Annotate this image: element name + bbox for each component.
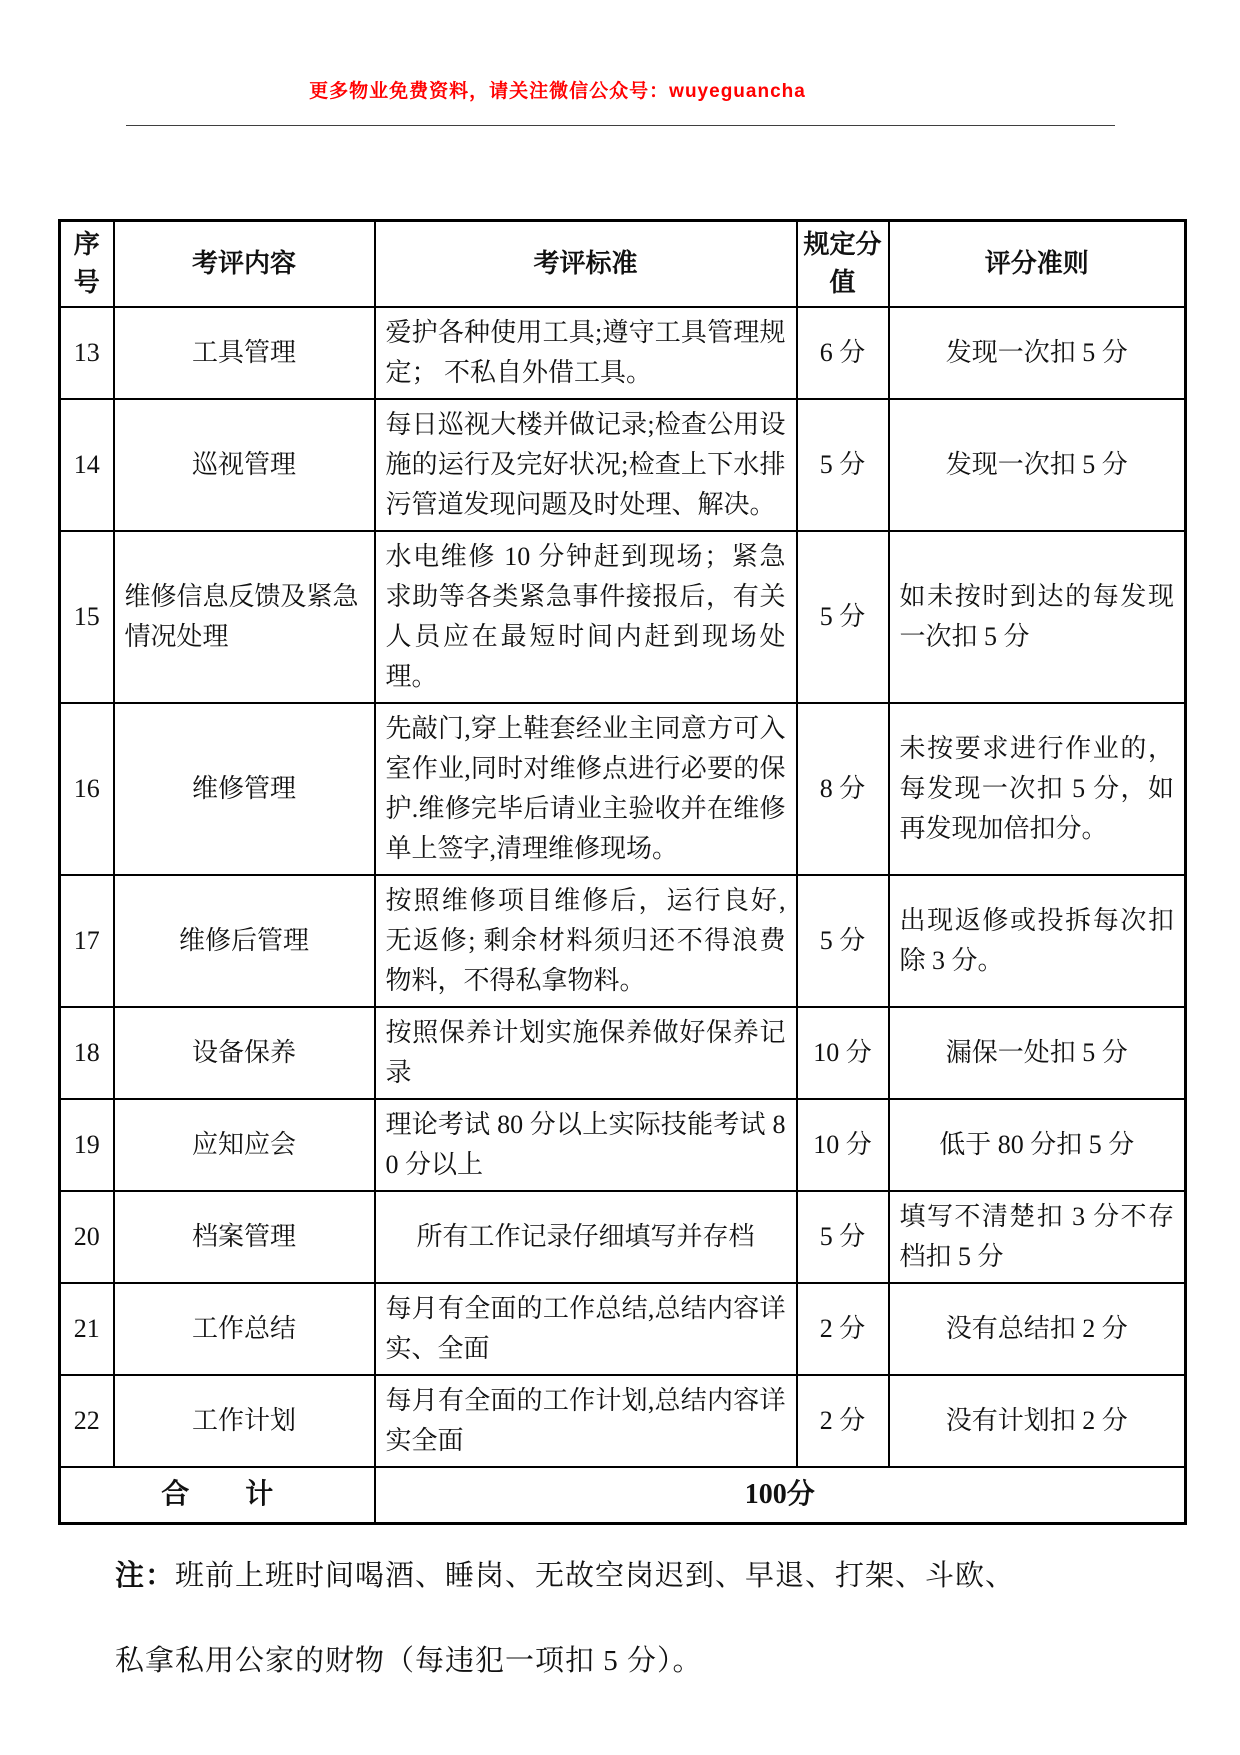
content-cell: 工作计划 [114,1375,375,1467]
header-criteria: 考评标准 [375,221,797,308]
score-cell: 5 分 [797,875,889,1007]
criteria-cell: 先敲门,穿上鞋套经业主同意方可入室作业,同时对维修点进行必要的保护.维修完毕后请业主验收并在维修单上签字,清理维修现场。 [375,703,797,875]
criteria-cell: 理论考试 80 分以上实际技能考试 80 分以上 [375,1099,797,1191]
content-cell: 设备保养 [114,1007,375,1099]
promo-text: 更多物业免费资料，请关注微信公众号：wuyeguancha [309,81,806,102]
row-number-cell: 19 [60,1099,114,1191]
criteria-cell: 按照保养计划实施保养做好保养记录 [375,1007,797,1099]
content-cell: 维修后管理 [114,875,375,1007]
row-number-cell: 16 [60,703,114,875]
row-number-cell: 20 [60,1191,114,1283]
criteria-cell: 水电维修 10 分钟赶到现场；紧急求助等各类紧急事件接报后，有关人员应在最短时间内赶到现场处理。 [375,531,797,703]
score-cell: 2 分 [797,1283,889,1375]
content-cell: 应知应会 [114,1099,375,1191]
footnote-text-1: 班前上班时间喝酒、睡岗、无故空岗迟到、早退、打架、斗欧、 [175,1560,1016,1592]
total-label: 合 计 [60,1467,375,1524]
rule-cell: 如未按时到达的每发现一次扣 5 分 [889,531,1186,703]
footnote [115,1553,1125,1679]
row-number-cell: 21 [60,1283,114,1375]
score-cell: 10 分 [797,1007,889,1099]
score-cell: 10 分 [797,1099,889,1191]
table-row [60,1283,1186,1375]
header-rule: 评分准则 [889,221,1186,308]
content-cell: 工具管理 [114,307,375,399]
score-cell: 6 分 [797,307,889,399]
content-cell: 巡视管理 [114,399,375,531]
header-no: 序号 [60,221,114,308]
table-row [60,1099,1186,1191]
rule-cell: 没有计划扣 2 分 [889,1375,1186,1467]
header-row [60,221,1186,308]
footnote-label: 注： [115,1560,176,1592]
table-row [60,399,1186,531]
table-row [60,1007,1186,1099]
table-footer [60,1467,1186,1524]
score-cell: 5 分 [797,399,889,531]
rule-cell: 低于 80 分扣 5 分 [889,1099,1186,1191]
criteria-cell: 每月有全面的工作计划,总结内容详实全面 [375,1375,797,1467]
row-number-cell: 13 [60,307,114,399]
row-number-cell: 15 [60,531,114,703]
content-cell: 维修信息反馈及紧急情况处理 [114,531,375,703]
header-content: 考评内容 [114,221,375,308]
table-row [60,875,1186,1007]
total-value: 100分 [375,1467,1186,1524]
table-row [60,703,1186,875]
score-cell: 2 分 [797,1375,889,1467]
content-cell: 档案管理 [114,1191,375,1283]
table-row [60,531,1186,703]
table-row [60,1191,1186,1283]
evaluation-table [58,219,1187,1525]
score-cell: 5 分 [797,1191,889,1283]
rule-cell: 发现一次扣 5 分 [889,307,1186,399]
row-number-cell: 18 [60,1007,114,1099]
total-row [60,1467,1186,1524]
table-header [60,221,1186,308]
rule-cell: 填写不清楚扣 3 分不存档扣 5 分 [889,1191,1186,1283]
table-body [60,307,1186,1467]
criteria-cell: 爱护各种使用工具;遵守工具管理规定； 不私自外借工具。 [375,307,797,399]
rule-cell: 未按要求进行作业的，每发现一次扣 5 分，如再发现加倍扣分。 [889,703,1186,875]
row-number-cell: 17 [60,875,114,1007]
footnote-line-1 [115,1553,1125,1594]
rule-cell: 没有总结扣 2 分 [889,1283,1186,1375]
rule-cell: 发现一次扣 5 分 [889,399,1186,531]
content-cell: 工作总结 [114,1283,375,1375]
criteria-cell: 所有工作记录仔细填写并存档 [375,1191,797,1283]
table-row [60,1375,1186,1467]
content-cell: 维修管理 [114,703,375,875]
score-cell: 8 分 [797,703,889,875]
rule-cell: 漏保一处扣 5 分 [889,1007,1186,1099]
row-number-cell: 14 [60,399,114,531]
footnote-line-2: 私拿私用公家的财物（每违犯一项扣 5 分）。 [115,1645,703,1677]
criteria-cell: 按照维修项目维修后，运行良好, 无返修; 剩余材料须归还不得浪费物料，不得私拿物料。 [375,875,797,1007]
table-row [60,307,1186,399]
promo-banner [0,0,1115,103]
row-number-cell: 22 [60,1375,114,1467]
criteria-cell: 每月有全面的工作总结,总结内容详实、全面 [375,1283,797,1375]
score-cell: 5 分 [797,531,889,703]
criteria-cell: 每日巡视大楼并做记录;检查公用设施的运行及完好状况;检查上下水排污管道发现问题及时处理、解决。 [375,399,797,531]
header-score: 规定分值 [797,221,889,308]
rule-cell: 出现返修或投拆每次扣除 3 分。 [889,875,1186,1007]
header-divider [126,125,1115,126]
